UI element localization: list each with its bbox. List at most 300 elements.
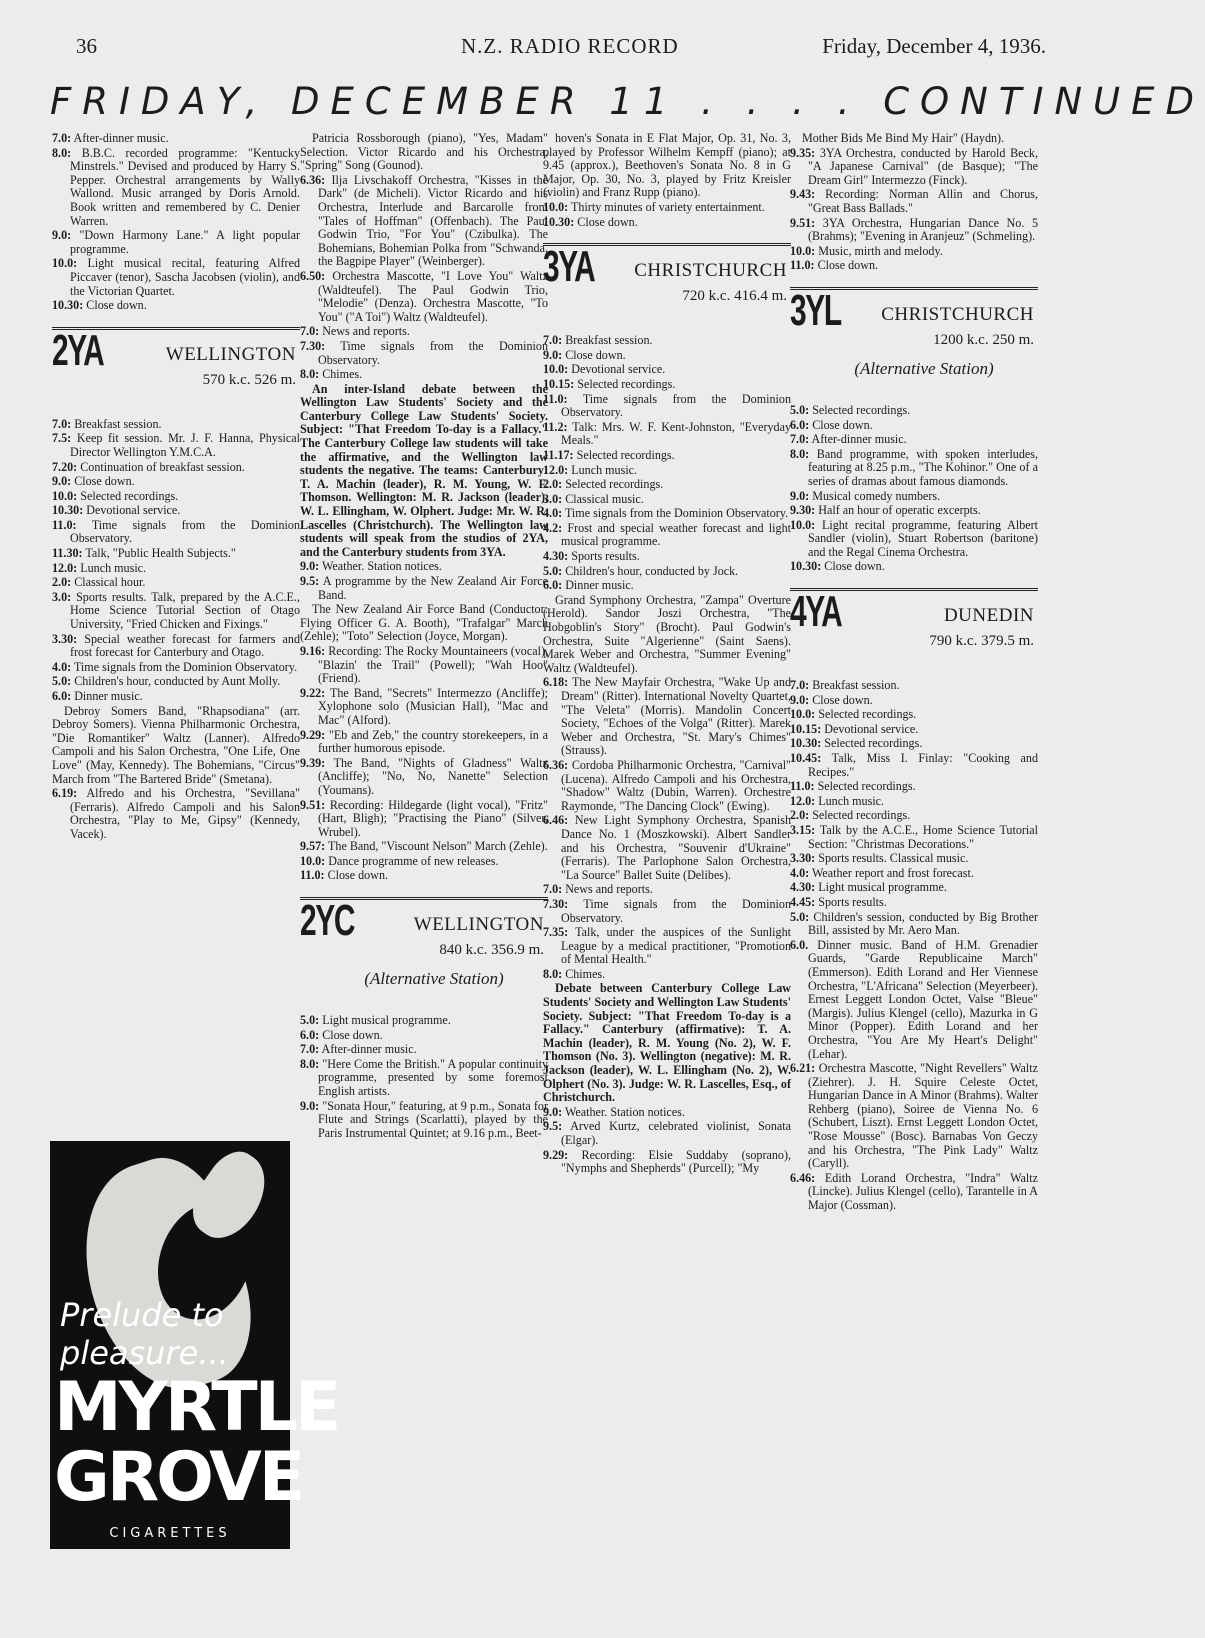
programme-time: 9.39: [300, 755, 326, 770]
programme-list [300, 1014, 548, 1140]
programme-time: 5.0: [300, 1013, 320, 1028]
programme-time: 6.46: [543, 813, 569, 828]
programme-time: 7.0: [52, 416, 72, 431]
programme-item [543, 550, 791, 564]
programme-item [790, 708, 1038, 722]
programme-item [543, 814, 791, 882]
programme-time: 10.0: [543, 362, 569, 377]
programme-time: 8.0: [300, 367, 320, 382]
programme-time: 10.0: [543, 199, 569, 214]
programme-item [300, 340, 548, 367]
programme-item [790, 737, 1038, 751]
station-code: 3YA [543, 242, 595, 292]
programme-text: Time signals from the Dominion Observatory. [561, 896, 791, 925]
programme-item [790, 560, 1038, 574]
programme-item [543, 393, 791, 420]
programme-item [300, 1100, 548, 1141]
programme-item [790, 795, 1038, 809]
programme-detail: hoven's Sonata in E Flat Major, Op. 31, No. 3, played by Professor Wilhelm Kempff (piano); at 9.45 (approx.), Beethoven's Sonata No. 8 in G Major, Op. 30, No. 3, played by Fritz Kreisler (violin) and Franz Rupp (piano). [543, 131, 791, 200]
programme-time: 7.0: [790, 432, 810, 447]
programme-item [543, 968, 791, 982]
programme-time: 3.0: [52, 589, 72, 604]
programme-text: Recording: Norman Allin and Chorus, "Great Bass Ballads." [808, 187, 1038, 215]
programme-text: Orchestra Mascotte, "I Love You" Waltz (Waldteufel). The Paul Godwin Trio, "Melodie" (Denza). Orchestra Mascotte, "To You" ("A Toi") Waltz (Waldteufel). [318, 268, 548, 324]
programme-item [543, 565, 791, 579]
programme-time: 7.30: [543, 896, 569, 911]
programme-text: Arved Kurtz, celebrated violinist, Sonata (Elgar). [561, 1119, 791, 1147]
programme-item [300, 1029, 548, 1043]
programme-text: Close down. [327, 868, 389, 883]
programme-time: 6.0: [790, 417, 810, 432]
debate-notice: Debate between Canterbury College Law Students' Society and Wellington Law Students' Society. Subject: "That Freedom To-day is a Fallacy." Canterbury (affirmative): T. A. Machin (leader), R. M. Young (No. 2), W. F. Thomson (No. 3). Wellington (negative): M. R. Jackson (leader), W. L. Ellingham (No. 2), W. Olphert (No. 3). Judge: W. R. Lascelles, Esq., of Christchurch. [543, 981, 791, 1105]
programme-text: Lunch music. [80, 560, 147, 575]
programme-item [52, 490, 300, 504]
programme-text: Classical hour. [74, 575, 146, 590]
programme-item [790, 809, 1038, 823]
programme-text: Selected recordings. [576, 447, 675, 462]
programme-text: Cordoba Philharmonic Orchestra, "Carnival" (Lucena). Alfredo Campoli and his Orchestra, "Shadow" Waltz (Dubin, Warren). Orchestre Raymonde, "The Dancing Clock" (Ewing). [561, 757, 791, 813]
programme-item [790, 419, 1038, 433]
ad-slogan: Prelude to pleasure... [60, 1296, 229, 1372]
station-city: WELLINGTON [165, 343, 296, 365]
programme-item [52, 787, 300, 841]
programme-item [52, 475, 300, 489]
programme-time: 4.45: [790, 894, 816, 909]
programme-time: 9.29: [300, 727, 326, 742]
station-frequency: 570 k.c. 526 m. [202, 371, 296, 388]
programme-time: 7.35: [543, 925, 569, 940]
programme-item [790, 245, 1038, 259]
station-header-4ya [790, 588, 1038, 669]
programme-text: Talk by the A.C.E., Home Science Tutorial Section: "Christmas Decorations." [808, 823, 1038, 851]
programme-time: 9.51: [300, 797, 326, 812]
programme-time: 8.0: [543, 966, 563, 981]
programme-time: 6.50: [300, 268, 326, 283]
programme-item [52, 576, 300, 590]
programme-text: Time signals from the Dominion Observatory. [70, 517, 300, 546]
programme-text: Close down. [817, 258, 879, 273]
programme-time: 7.30: [300, 338, 326, 353]
station-frequency: 840 k.c. 356.9 m. [439, 942, 544, 959]
programme-time: 7.0: [543, 882, 563, 897]
programme-time: 7.0: [790, 678, 810, 693]
programme-text: Selected recordings. [565, 477, 664, 492]
programme-time: 9.35: [790, 145, 816, 160]
programme-text: Selected recordings. [818, 707, 917, 722]
programme-item [52, 661, 300, 675]
programme-list [543, 676, 791, 981]
programme-item [300, 1043, 548, 1057]
programme-item [790, 694, 1038, 708]
column-1 [52, 132, 300, 843]
programme-text: Light musical programme. [818, 880, 947, 895]
programme-item [52, 432, 300, 459]
programme-text: Children's hour, conducted by Aunt Molly. [74, 674, 281, 689]
programme-time: 5.0: [52, 674, 72, 689]
programme-text: Close down. [74, 474, 135, 489]
programme-time: 7.5: [52, 431, 72, 446]
programme-text: Sports results. Talk, prepared by the A.C.E., Home Science Tutorial Section of Otago University, "Fried Chicken and Fixings." [70, 589, 300, 632]
station-city: DUNEDIN [943, 605, 1034, 627]
programme-time: 10.15: [543, 376, 575, 391]
ad-tagline: CIGARETTES [109, 1526, 231, 1541]
programme-item [543, 1120, 791, 1147]
programme-text: 3YA Orchestra, Hungarian Dance No. 5 (Brahms); "Evening in Aranjeuz" (Schmeling). [808, 215, 1038, 244]
programme-text: Light recital programme, featuring Albert Sandler (violin), Stuart Robertson (baritone) and the Regal Cinema Orchestra. [808, 517, 1038, 559]
programme-text: "Eb and Zeb," the country storekeepers, in a further humorous episode. [318, 727, 548, 756]
programme-item [790, 780, 1038, 794]
programme-text: Light musical programme. [322, 1013, 451, 1028]
programme-text: New Light Symphony Orchestra, Spanish Dance No. 1 (Moszkowski). Albert Sandler and his Orchestra, "Souvenir d'Ukraine" (Ferraris). The Parlophone Salon Orchestra, "La Source" Ballet Suite (Delibes). [561, 813, 791, 882]
programme-text: Selected recordings. [817, 779, 916, 794]
programme-text: Light musical recital, featuring Alfred Piccaver (tenor), Sascha Jacobsen (violin), and the Victorian Quartet. [70, 256, 300, 298]
programme-text: Breakfast session. [565, 333, 653, 348]
programme-text: Selected recordings. [812, 808, 911, 823]
station-header-2ya [52, 327, 300, 408]
programme-text: Alfredo and his Orchestra, "Sevillana" (Ferraris). Alfredo Campoli and his Salon Orchestra, "Play to Me, Gipsy" (Kennedy, Vacek). [70, 786, 301, 841]
programme-item [300, 840, 548, 854]
programme-time: 9.16: [300, 643, 326, 658]
programme-time: 4.0: [52, 659, 72, 674]
programme-time: 10.45: [790, 751, 822, 766]
programme-time: 2.0: [543, 477, 563, 492]
programme-text: Frost and special weather forecast and light musical programme. [561, 520, 791, 549]
programme-text: The Band, "Nights of Gladness" Waltz (Ancliffe); "No, No, Nanette" Selection (Youmans). [318, 755, 548, 797]
programme-item [543, 363, 791, 377]
programme-list [52, 132, 300, 313]
programme-text: Close down. [824, 559, 885, 574]
programme-item [52, 633, 300, 660]
programme-time: 4.2: [543, 520, 563, 535]
programme-item [300, 855, 548, 869]
programme-item [543, 579, 791, 593]
station-frequency: 790 k.c. 379.5 m. [929, 633, 1034, 650]
programme-text: Recording: Elsie Suddaby (soprano), "Nymphs and Shepherds" (Purcell); "My [561, 1147, 791, 1176]
programme-time: 3.30: [790, 851, 816, 866]
programme-item [543, 493, 791, 507]
programme-item [790, 679, 1038, 693]
programme-text: "Here Come the British." A popular continuity programme, presented by some foremost English artists. [318, 1056, 548, 1099]
programme-item [52, 229, 300, 256]
issue-date: Friday, December 4, 1936. [822, 34, 1046, 58]
station-alternative-label: (Alternative Station) [364, 969, 504, 989]
programme-time: 9.30: [790, 503, 816, 518]
programme-item [300, 368, 548, 382]
programme-time: 6.36: [543, 757, 569, 772]
programme-item [300, 174, 548, 269]
programme-item [543, 759, 791, 813]
programme-item [300, 799, 548, 840]
programme-text: Selected recordings. [577, 376, 676, 391]
programme-text: Band programme, with spoken interludes, featuring at 8.25 p.m., "The Kohinor." One of a series of dramas about famous diamonds. [808, 446, 1038, 488]
programme-time: 5.0: [543, 563, 563, 578]
programme-text: Dinner music. [74, 689, 143, 703]
station-code: 4YA [790, 587, 842, 637]
programme-item [790, 1172, 1038, 1213]
station-city: CHRISTCHURCH [881, 303, 1034, 325]
programme-text: Lunch music. [571, 462, 638, 477]
programme-time: 4.0: [790, 865, 810, 880]
programme-time: 10.0: [790, 707, 816, 722]
programme-text: 3YA Orchestra, conducted by Harold Beck, "A Japanese Carnival" (de Basque); "The Dream Girl" Intermezzo (Finck). [808, 145, 1038, 187]
programme-item [790, 519, 1038, 560]
programme-text: Recording: The Rocky Mountaineers (vocal), "Blazin' the Trail" (Powell); "Wah Hoo" (Friend). [318, 643, 548, 686]
programme-text: Chimes. [322, 367, 363, 382]
programme-item [300, 1014, 548, 1028]
programme-text: Musical comedy numbers. [812, 488, 941, 503]
programme-detail: Debroy Somers Band, "Rhapsodiana" (arr. Debroy Somers). Vienna Philharmonic Orchestra, "Die Romantiker" Waltz (Lanner). Alfredo Campoli and his Salon Orchestra, "One Life, One Love" (May, Kennedy). The Bohemians, "Circus" March from "The Bartered Bride" (Smetana). [52, 703, 300, 786]
programme-item [52, 591, 300, 632]
programme-text: Weather. Station notices. [564, 1104, 685, 1119]
programme-text: "Sonata Hour," featuring, at 9 p.m., Sonata for Flute and Strings (Scarlatti), played by the Paris Instrumental Quintet; at 9.16 p.m., Beet- [318, 1098, 548, 1140]
programme-text: Sports results. [571, 549, 640, 564]
programme-time: 11.0: [543, 391, 568, 406]
programme-time: 10.30: [52, 298, 84, 313]
programme-text: Devotional service. [86, 503, 181, 518]
programme-item [790, 723, 1038, 737]
programme-list [543, 334, 791, 593]
programme-time: 6.46: [790, 1170, 816, 1185]
programme-time: 10.30: [543, 214, 575, 229]
programme-item [543, 334, 791, 348]
programme-text: Devotional service. [824, 721, 919, 736]
programme-text: The New Mayfair Orchestra, "Wake Up and Dream" (Ritter). International Novelty Quartet, "The Veleta" (Morris). Mandolin Concert Society, "Echoes of the Volga" (Ritter). Marek Weber and Orchestra, "St. Mary's Chimes" (Strauss). [561, 675, 791, 758]
programme-text: Half an hour of operatic excerpts. [818, 503, 981, 518]
programme-text: Talk, under the auspices of the Sunlight League by a medical practitioner, "Promotion of Mental Health." [561, 925, 791, 967]
ad-brand: MYRTLE GROVE [54, 1368, 339, 1517]
column-3 [543, 132, 791, 1177]
programme-item [52, 562, 300, 576]
programme-item [52, 675, 300, 689]
programme-time: 9.0: [543, 1104, 563, 1119]
programme-list [52, 418, 300, 704]
programme-text: Selected recordings. [812, 402, 911, 417]
myrtle-grove-advertisement [50, 1141, 339, 1549]
programme-time: 8.0: [300, 1056, 320, 1071]
programme-text: Time signals from the Dominion Observatory. [73, 659, 298, 674]
programme-item [52, 547, 300, 561]
programme-item [543, 676, 791, 758]
column-2 [300, 132, 548, 1141]
programme-text: Weather. Station notices. [321, 559, 442, 574]
programme-text: Devotional service. [571, 362, 666, 377]
station-header-2yc [300, 897, 548, 1004]
programme-time: 6.21: [790, 1061, 816, 1076]
programme-item [52, 690, 300, 704]
programme-text: Orchestra Mascotte, "Night Revellers" Waltz (Ziehrer). J. H. Squire Celeste Octet, Hungarian Dance in A Minor (Brahms). Walter Rehberg (piano), Soiree de Vienna No. 6 (Schubert, Liszt). Ernst Leggett London Octet, "Rose Mousse" (Bosc). Barnabas Von Geczy and his Orchestra, "The Pink Lady" Waltz (Caryll). [808, 1061, 1038, 1171]
station-frequency: 1200 k.c. 250 m. [933, 331, 1034, 348]
station-city: WELLINGTON [413, 914, 544, 936]
programme-time: 11.0: [300, 868, 325, 883]
programme-time: 10.30: [790, 736, 822, 751]
programme-time: 8.0: [52, 145, 72, 160]
programme-item [790, 867, 1038, 881]
programme-text: Continuation of breakfast session. [80, 459, 245, 474]
programme-text: Selected recordings. [80, 488, 179, 503]
programme-time: 10.15: [790, 721, 822, 736]
programme-text: After-dinner music. [811, 432, 907, 447]
programme-time: 9.0: [52, 474, 72, 489]
station-frequency: 720 k.c. 416.4 m. [682, 288, 787, 305]
programme-text: Close down. [86, 298, 147, 313]
programme-time: 9.43: [790, 187, 816, 202]
programme-time: 6.36: [300, 172, 326, 187]
programme-time: 10.0: [300, 853, 326, 868]
programme-time: 7.0: [300, 324, 320, 339]
programme-text: Thirty minutes of variety entertainment. [571, 199, 765, 214]
programme-list [790, 404, 1038, 574]
programme-text: Close down. [565, 347, 626, 362]
programme-time: 12.0: [52, 560, 78, 575]
programme-text: Dance programme of new releases. [328, 853, 499, 868]
programme-list [543, 201, 791, 229]
programme-text: Keep fit session. Mr. J. F. Hanna, Physical Director Wellington Y.M.C.A. [70, 431, 301, 459]
programme-text: Time signals from the Dominion Observatory. [561, 391, 791, 420]
programme-item [300, 575, 548, 602]
programme-item [543, 349, 791, 363]
programme-text: Edith Lorand Orchestra, "Indra" Waltz (Lincke). Julius Klengel (cello), Tarantelle in A Major (Cossman). [808, 1170, 1038, 1213]
programme-text: Dinner music. Band of H.M. Grenadier Guards, "Garde Republicaine March" (Emmerson). Edith Lorand and Her Viennese Orchestra, "L'Africana" Selection (Meyerbeer). Ernest Leggett London Octet, Valse "Bleue" (Margis). Julius Klengel (cello), Mazurka in G Minor (Popper). Edith Lorand and her Orchestra, "You Are My Heart's Delight" (Lehar). [808, 937, 1039, 1061]
programme-list [300, 174, 548, 382]
programme-time: 11.30: [52, 546, 83, 561]
programme-detail: Patricia Rossborough (piano), "Yes, Madam" Selection. Victor Ricardo and his Orchestra, "Spring" Song (Gounod). [300, 131, 548, 173]
programme-item [52, 519, 300, 546]
programme-time: 9.22: [300, 685, 326, 700]
programme-item [543, 898, 791, 925]
programme-item [300, 325, 548, 339]
programme-list [790, 147, 1038, 273]
programme-item [790, 1062, 1038, 1171]
programme-item [52, 147, 300, 229]
programme-text: News and reports. [322, 324, 410, 339]
programme-detail: The New Zealand Air Force Band (Conductor: Flying Officer G. A. Booth), "Trafalgar" March (Zehle); "Toto" Selection (Joyce, Morgan). [300, 602, 548, 644]
programme-item [300, 869, 548, 883]
programme-time: 6.19: [52, 786, 78, 801]
programme-item [300, 1058, 548, 1099]
programme-item [543, 449, 791, 463]
programme-time: 9.29: [543, 1147, 569, 1162]
programme-time: 3.15: [790, 823, 816, 837]
programme-time: 6.0. [790, 937, 809, 952]
programme-item [300, 757, 548, 798]
programme-item [543, 883, 791, 897]
programme-text: Sports results. [818, 894, 887, 909]
programme-text: Close down. [812, 417, 873, 432]
programme-time: 3.30: [52, 631, 78, 646]
programme-time: 6.18: [543, 675, 569, 690]
programme-item [52, 418, 300, 432]
programme-time: 10.0: [790, 517, 816, 532]
station-city: CHRISTCHURCH [634, 260, 787, 282]
programme-list [52, 787, 300, 841]
programme-time: 11.0: [52, 517, 77, 532]
programme-item [543, 378, 791, 392]
programme-time: 9.0: [790, 692, 810, 707]
programme-time: 9.5: [543, 1119, 563, 1134]
programme-item [543, 1149, 791, 1176]
programme-item [790, 433, 1038, 447]
page-banner: FRIDAY, DECEMBER 11 . . . . CONTINUED [50, 80, 1205, 123]
programme-item [543, 201, 791, 215]
programme-time: 10.30: [52, 503, 84, 518]
programme-text: B.B.C. recorded programme: "Kentucky Minstrels." Devised and produced by Harry S. Pepper. Orchestral arrangements by Wally Wallond. Music arranged by Doris Arnold. Book written and remembered by C. Denier Warren. [70, 145, 300, 228]
programme-text: Talk: Mrs. W. F. Kent-Johnston, "Everyday Meals." [561, 419, 791, 448]
programme-time: 5.0: [790, 909, 810, 924]
programme-time: 7.0: [543, 333, 563, 348]
programme-text: Children's hour, conducted by Jock. [565, 563, 739, 578]
programme-time: 2.0: [790, 808, 810, 823]
programme-text: Breakfast session. [812, 678, 900, 693]
programme-item [790, 448, 1038, 489]
programme-list [300, 645, 548, 883]
programme-time: 6.0: [543, 578, 563, 593]
programme-time: 11.0: [790, 779, 815, 794]
page-header [66, 26, 1046, 62]
programme-time: 11.17: [543, 447, 574, 462]
programme-item [52, 461, 300, 475]
programme-item [543, 478, 791, 492]
programme-text: Time signals from the Dominion Observatory. [318, 338, 548, 367]
programme-time: 9.0: [52, 228, 72, 243]
programme-item [790, 188, 1038, 215]
programme-time: 6.0: [300, 1027, 320, 1042]
programme-time: 9.0: [300, 1098, 320, 1113]
programme-text: After-dinner music. [73, 131, 169, 145]
programme-text: Recording: Hildegarde (light vocal), "Fritz" (Hart, Bligh); "Practising the Piano" (Silver, Wrubel). [318, 797, 548, 839]
column-4 [790, 132, 1038, 1214]
programme-time: 10.30: [790, 559, 822, 574]
page-number: 36 [76, 34, 97, 58]
programme-text: Close down. [812, 692, 873, 707]
programme-text: The Band, "Secrets" Intermezzo (Ancliffe); Xylophone solo (Musician Hall), "Mac and Mac" (Alford). [318, 685, 548, 727]
programme-item [790, 852, 1038, 866]
programme-text: The Band, "Viscount Nelson" March (Zehle). [328, 839, 548, 854]
debate-notice: An inter-Island debate between the Wellington Law Students' Society and the Canterbury College Law Students' Society. Subject: "That Freedom To-day is a Fallacy." The Canterbury College law students will take the affirmative, and the Wellington law students the negative. The teams: Canterbury: T. A. Machin (leader), R. M. Young, W. F. Thomson. Wellington: M. R. Jackson (leader), W. L. Ellingham, W. Olphert. Judge: Mr. W. R. Lascelles (Christchurch). The Wellington law students will speak from the studios of 2YA, and the Canterbury students from 3YA. [300, 381, 548, 559]
programme-text: Children's session, conducted by Big Brother Bill, assisted by Mr. Aero Man. [808, 909, 1038, 938]
programme-text: News and reports. [565, 882, 653, 897]
programme-time: 10.0: [790, 243, 816, 258]
programme-item [790, 824, 1038, 851]
programme-item [790, 404, 1038, 418]
programme-text: Classical music. [565, 491, 644, 506]
programme-item [790, 752, 1038, 779]
programme-text: "Down Harmony Lane." A light popular programme. [70, 228, 300, 256]
programme-item [790, 490, 1038, 504]
programme-time: 12.0: [790, 793, 816, 808]
programme-item [543, 1106, 791, 1120]
programme-text: Talk, "Public Health Subjects." [85, 546, 236, 561]
programme-item [543, 464, 791, 478]
programme-text: Lunch music. [818, 793, 885, 808]
programme-item [790, 504, 1038, 518]
programme-time: 2.0: [52, 575, 72, 590]
programme-item [300, 560, 548, 574]
programme-time: 10.0: [52, 256, 78, 271]
programme-item [790, 881, 1038, 895]
publication-title: N.Z. RADIO RECORD [461, 34, 679, 58]
programme-text: Close down. [577, 214, 638, 229]
programme-item [52, 132, 300, 146]
programme-time: 9.0: [300, 559, 320, 574]
programme-list [300, 560, 548, 602]
programme-text: Breakfast session. [74, 416, 162, 431]
station-code: 3YL [790, 285, 841, 335]
programme-time: 12.0: [543, 462, 569, 477]
programme-time: 9.5: [300, 574, 320, 588]
programme-item [52, 299, 300, 313]
station-header-3ya [543, 243, 791, 324]
station-header-3yl [790, 287, 1038, 394]
